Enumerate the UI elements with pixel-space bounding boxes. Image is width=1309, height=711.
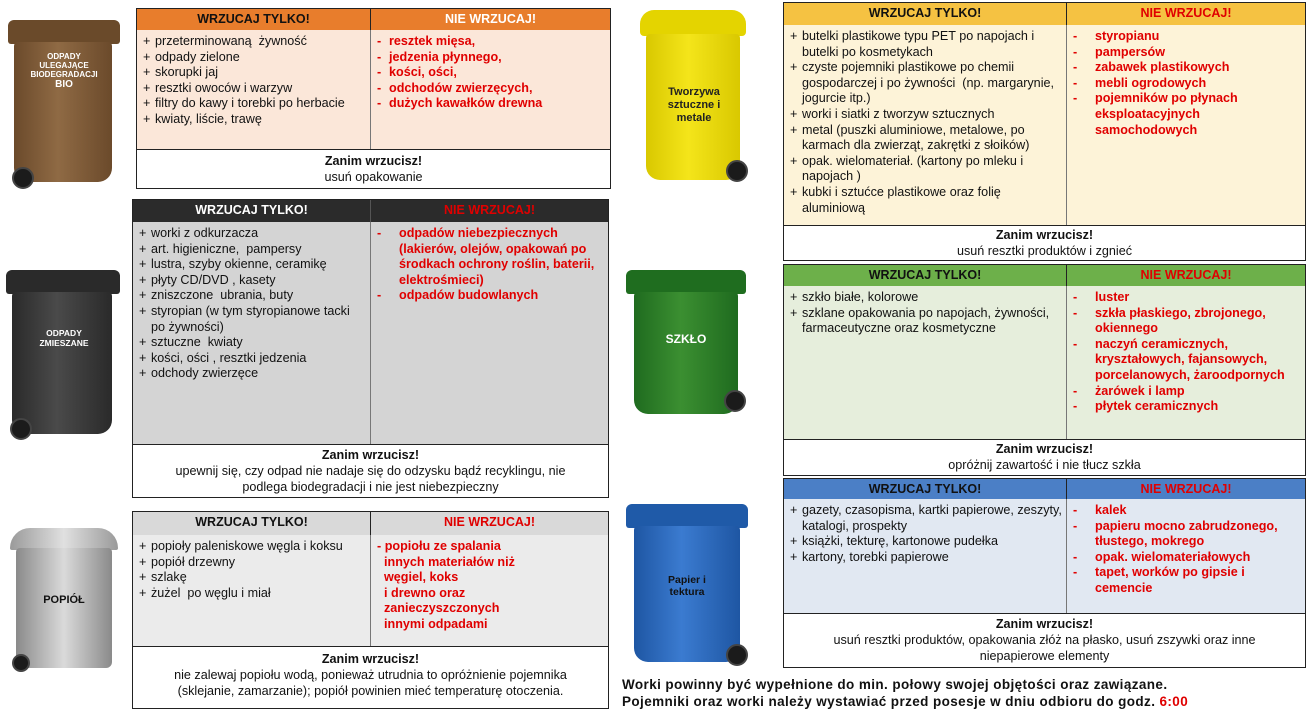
plastic-yes-list — [784, 25, 1067, 227]
ash-no-title: NIE WRZUCAJ! — [371, 512, 608, 535]
list-item: - pampersów — [1073, 44, 1165, 59]
list-item: + książki, tekturę, kartonowe pudełka — [790, 534, 999, 549]
paper-no-list — [1067, 499, 1305, 615]
list-item: + styropian (w tym styropianowe tacki po żywności) — [139, 303, 354, 334]
list-item: zanieczyszczonych — [377, 601, 500, 616]
bio-footer: Zanim wrzucisz! usuń opakowanie — [137, 149, 610, 188]
list-item: - kalek — [1073, 503, 1127, 517]
list-item: - kości, ości, — [377, 65, 457, 80]
bin-paper-label: Papier i tektura — [668, 574, 706, 598]
panel-glass — [783, 264, 1306, 476]
bin-bio — [8, 20, 120, 190]
list-item: innych materiałów niż — [377, 554, 515, 569]
mixed-no-list — [371, 222, 608, 445]
list-item: + resztki owoców i warzyw — [143, 80, 293, 95]
list-item: + kubki i sztućce plastikowe oraz folię aluminiową — [790, 184, 1005, 215]
plastic-footer: Zanim wrzucisz! usuń resztki produktów i zgnieć — [784, 225, 1305, 260]
bin-ash-label: POPIÓŁ — [43, 594, 85, 606]
list-item: + zniszczone ubrania, buty — [139, 288, 294, 303]
list-item: - pojemników po płynach eksploatacyjnych samochodowych — [1073, 91, 1242, 137]
panel-paper — [783, 478, 1306, 668]
bin-plastic — [636, 10, 752, 188]
list-item: - styropianu — [1073, 29, 1160, 43]
plastic-no-title: NIE WRZUCAJ! — [1067, 3, 1305, 25]
pickup-time: 6:00 — [1159, 694, 1189, 709]
mixed-yes-title: WRZUCAJ TYLKO! — [133, 200, 371, 222]
list-item: + filtry do kawy i torebki po herbacie — [143, 96, 345, 111]
bin-bio-label: ODPADY ULEGAJĄCE BIODEGRADACJI BIO — [30, 52, 98, 90]
list-item: + metal (puszki aluminiowe, metalowe, po karmach dla zwierząt, zakrętki z słoików) — [790, 122, 1030, 153]
glass-footer: Zanim wrzucisz! opróżnij zawartość i nie tłucz szkła — [784, 439, 1305, 475]
mixed-no-title: NIE WRZUCAJ! — [371, 200, 608, 222]
plastic-no-list — [1067, 25, 1305, 227]
mixed-footer: Zanim wrzucisz! upewnij się, czy odpad nie nadaje się do odzysku bądź recyklingu, nie podlega biodegradacji i nie jest niebezpieczny — [133, 444, 608, 497]
list-item: - papieru mocno zabrudzonego, tłustego, mokrego — [1073, 518, 1282, 549]
list-item: + czyste pojemniki plastikowe po chemii gospodarczej i po żywności (np. margarynie, jogurcie itp.) — [790, 60, 1058, 106]
list-item: + popioły paleniskowe węgla i koksu — [139, 539, 343, 553]
bio-no-list — [371, 30, 610, 150]
panel-mixed — [132, 199, 609, 498]
list-item: + worki i siatki z tworzyw sztucznych — [790, 106, 995, 121]
list-item: - luster — [1073, 290, 1130, 304]
list-item: - jedzenia płynnego, — [377, 49, 502, 64]
list-item: innymi odpadami — [377, 616, 488, 631]
bin-ash — [10, 528, 118, 678]
list-item: + odpady zielone — [143, 49, 240, 64]
panel-bio — [136, 8, 611, 189]
list-item: + gazety, czasopisma, kartki papierowe, zeszyty, katalogi, prospekty — [790, 503, 1066, 533]
list-item: + popiół drzewny — [139, 554, 236, 569]
paper-no-title: NIE WRZUCAJ! — [1067, 479, 1305, 499]
list-item: - tapet, worków po gipsie i cemencie — [1073, 565, 1249, 595]
list-item: + sztuczne kwiaty — [139, 335, 243, 350]
notice-line-1: Worki powinny być wypełnione do min. połowy swojej objętości oraz zawiązane. — [622, 677, 1168, 692]
glass-yes-title: WRZUCAJ TYLKO! — [784, 265, 1067, 286]
list-item: + art. higieniczne, pampersy — [139, 241, 302, 256]
ash-yes-title: WRZUCAJ TYLKO! — [133, 512, 371, 535]
paper-yes-list — [784, 499, 1067, 615]
panel-plastic — [783, 2, 1306, 261]
list-item: + kartony, torebki papierowe — [790, 549, 949, 564]
list-item: - odpadów budowlanych — [377, 288, 539, 303]
glass-no-title: NIE WRZUCAJ! — [1067, 265, 1305, 286]
list-item: + kości, ości , resztki jedzenia — [139, 350, 307, 365]
glass-yes-list — [784, 286, 1067, 441]
list-item: - odpadów niebezpiecznych (lakierów, olejów, opakowań po środkach ochrony roślin, baterii, elektrośmieci) — [377, 226, 598, 287]
notice-line-2: Pojemniki oraz worki należy wystawiać przed posesje w dniu odbioru do godz. 6:00 — [622, 694, 1189, 709]
paper-yes-title: WRZUCAJ TYLKO! — [784, 479, 1067, 499]
ash-footer: Zanim wrzucisz! nie zalewaj popiołu wodą, ponieważ utrudnia to opróżnienie pojemnika (sklejanie, zamarzanie); popiół powinien mieć temperaturę otoczenia. — [133, 646, 608, 708]
bin-mixed — [6, 270, 120, 442]
list-item: + lustra, szyby okienne, ceramikę — [139, 257, 327, 272]
list-item: węgiel, koks — [377, 570, 459, 585]
bin-plastic-label: Tworzywa sztuczne i metale — [667, 86, 721, 124]
list-item: + żużel po węglu i miał — [139, 585, 271, 600]
bin-glass-label: SZKŁO — [665, 332, 707, 346]
list-item: - szkła płaskiego, zbrojonego, okiennego — [1073, 305, 1270, 336]
list-item: - mebli ogrodowych — [1073, 75, 1207, 90]
plastic-yes-title: WRZUCAJ TYLKO! — [784, 3, 1067, 25]
list-item: + odchody zwierzęce — [139, 366, 259, 381]
list-item: + szklane opakowania po napojach, żywności, farmaceutyczne oraz kosmetyczne — [790, 305, 1053, 336]
list-item: + opak. wielomateriał. (kartony po mleku i napojach ) — [790, 153, 1027, 184]
list-item: - popiołu ze spalania — [377, 539, 501, 553]
list-item: - odchodów zwierzęcych, — [377, 80, 533, 95]
list-item: - płytek ceramicznych — [1073, 399, 1219, 414]
list-item: + kwiaty, liście, trawę — [143, 111, 262, 126]
bio-no-title: NIE WRZUCAJ! — [371, 9, 610, 30]
bin-glass — [626, 270, 746, 422]
list-item: + skorupki jaj — [143, 65, 218, 80]
list-item: i drewno oraz — [377, 585, 466, 600]
panel-ash — [132, 511, 609, 709]
bio-yes-list — [137, 30, 371, 150]
list-item: + płyty CD/DVD , kasety — [139, 272, 276, 287]
list-item: - naczyń ceramicznych, kryształowych, fajansowych, porcelanowych, żaroodpornych — [1073, 336, 1285, 382]
bio-yes-title: WRZUCAJ TYLKO! — [137, 9, 371, 30]
mixed-yes-list — [133, 222, 371, 445]
paper-footer: Zanim wrzucisz! usuń resztki produktów, opakowania złóż na płasko, usuń zszywki oraz inne niepapierowe elementy — [784, 613, 1305, 667]
list-item: + szlakę — [139, 570, 187, 585]
list-item: - dużych kawałków drewna — [377, 96, 543, 111]
list-item: + worki z odkurzacza — [139, 226, 259, 240]
ash-no-list — [371, 535, 608, 647]
list-item: - zabawek plastikowych — [1073, 60, 1230, 75]
list-item: + przeterminowaną żywność — [143, 34, 307, 48]
ash-yes-list — [133, 535, 371, 647]
list-item: - żarówek i lamp — [1073, 383, 1185, 398]
list-item: + szkło białe, kolorowe — [790, 290, 919, 304]
list-item: - resztek mięsa, — [377, 34, 476, 48]
bin-mixed-label: ODPADY ZMIESZANE — [39, 328, 89, 348]
list-item: + butelki plastikowe typu PET po napojach i butelki po kosmetykach — [790, 29, 1038, 59]
list-item: - opak. wielomateriałowych — [1073, 549, 1251, 564]
bin-paper — [626, 504, 748, 670]
glass-no-list — [1067, 286, 1305, 441]
